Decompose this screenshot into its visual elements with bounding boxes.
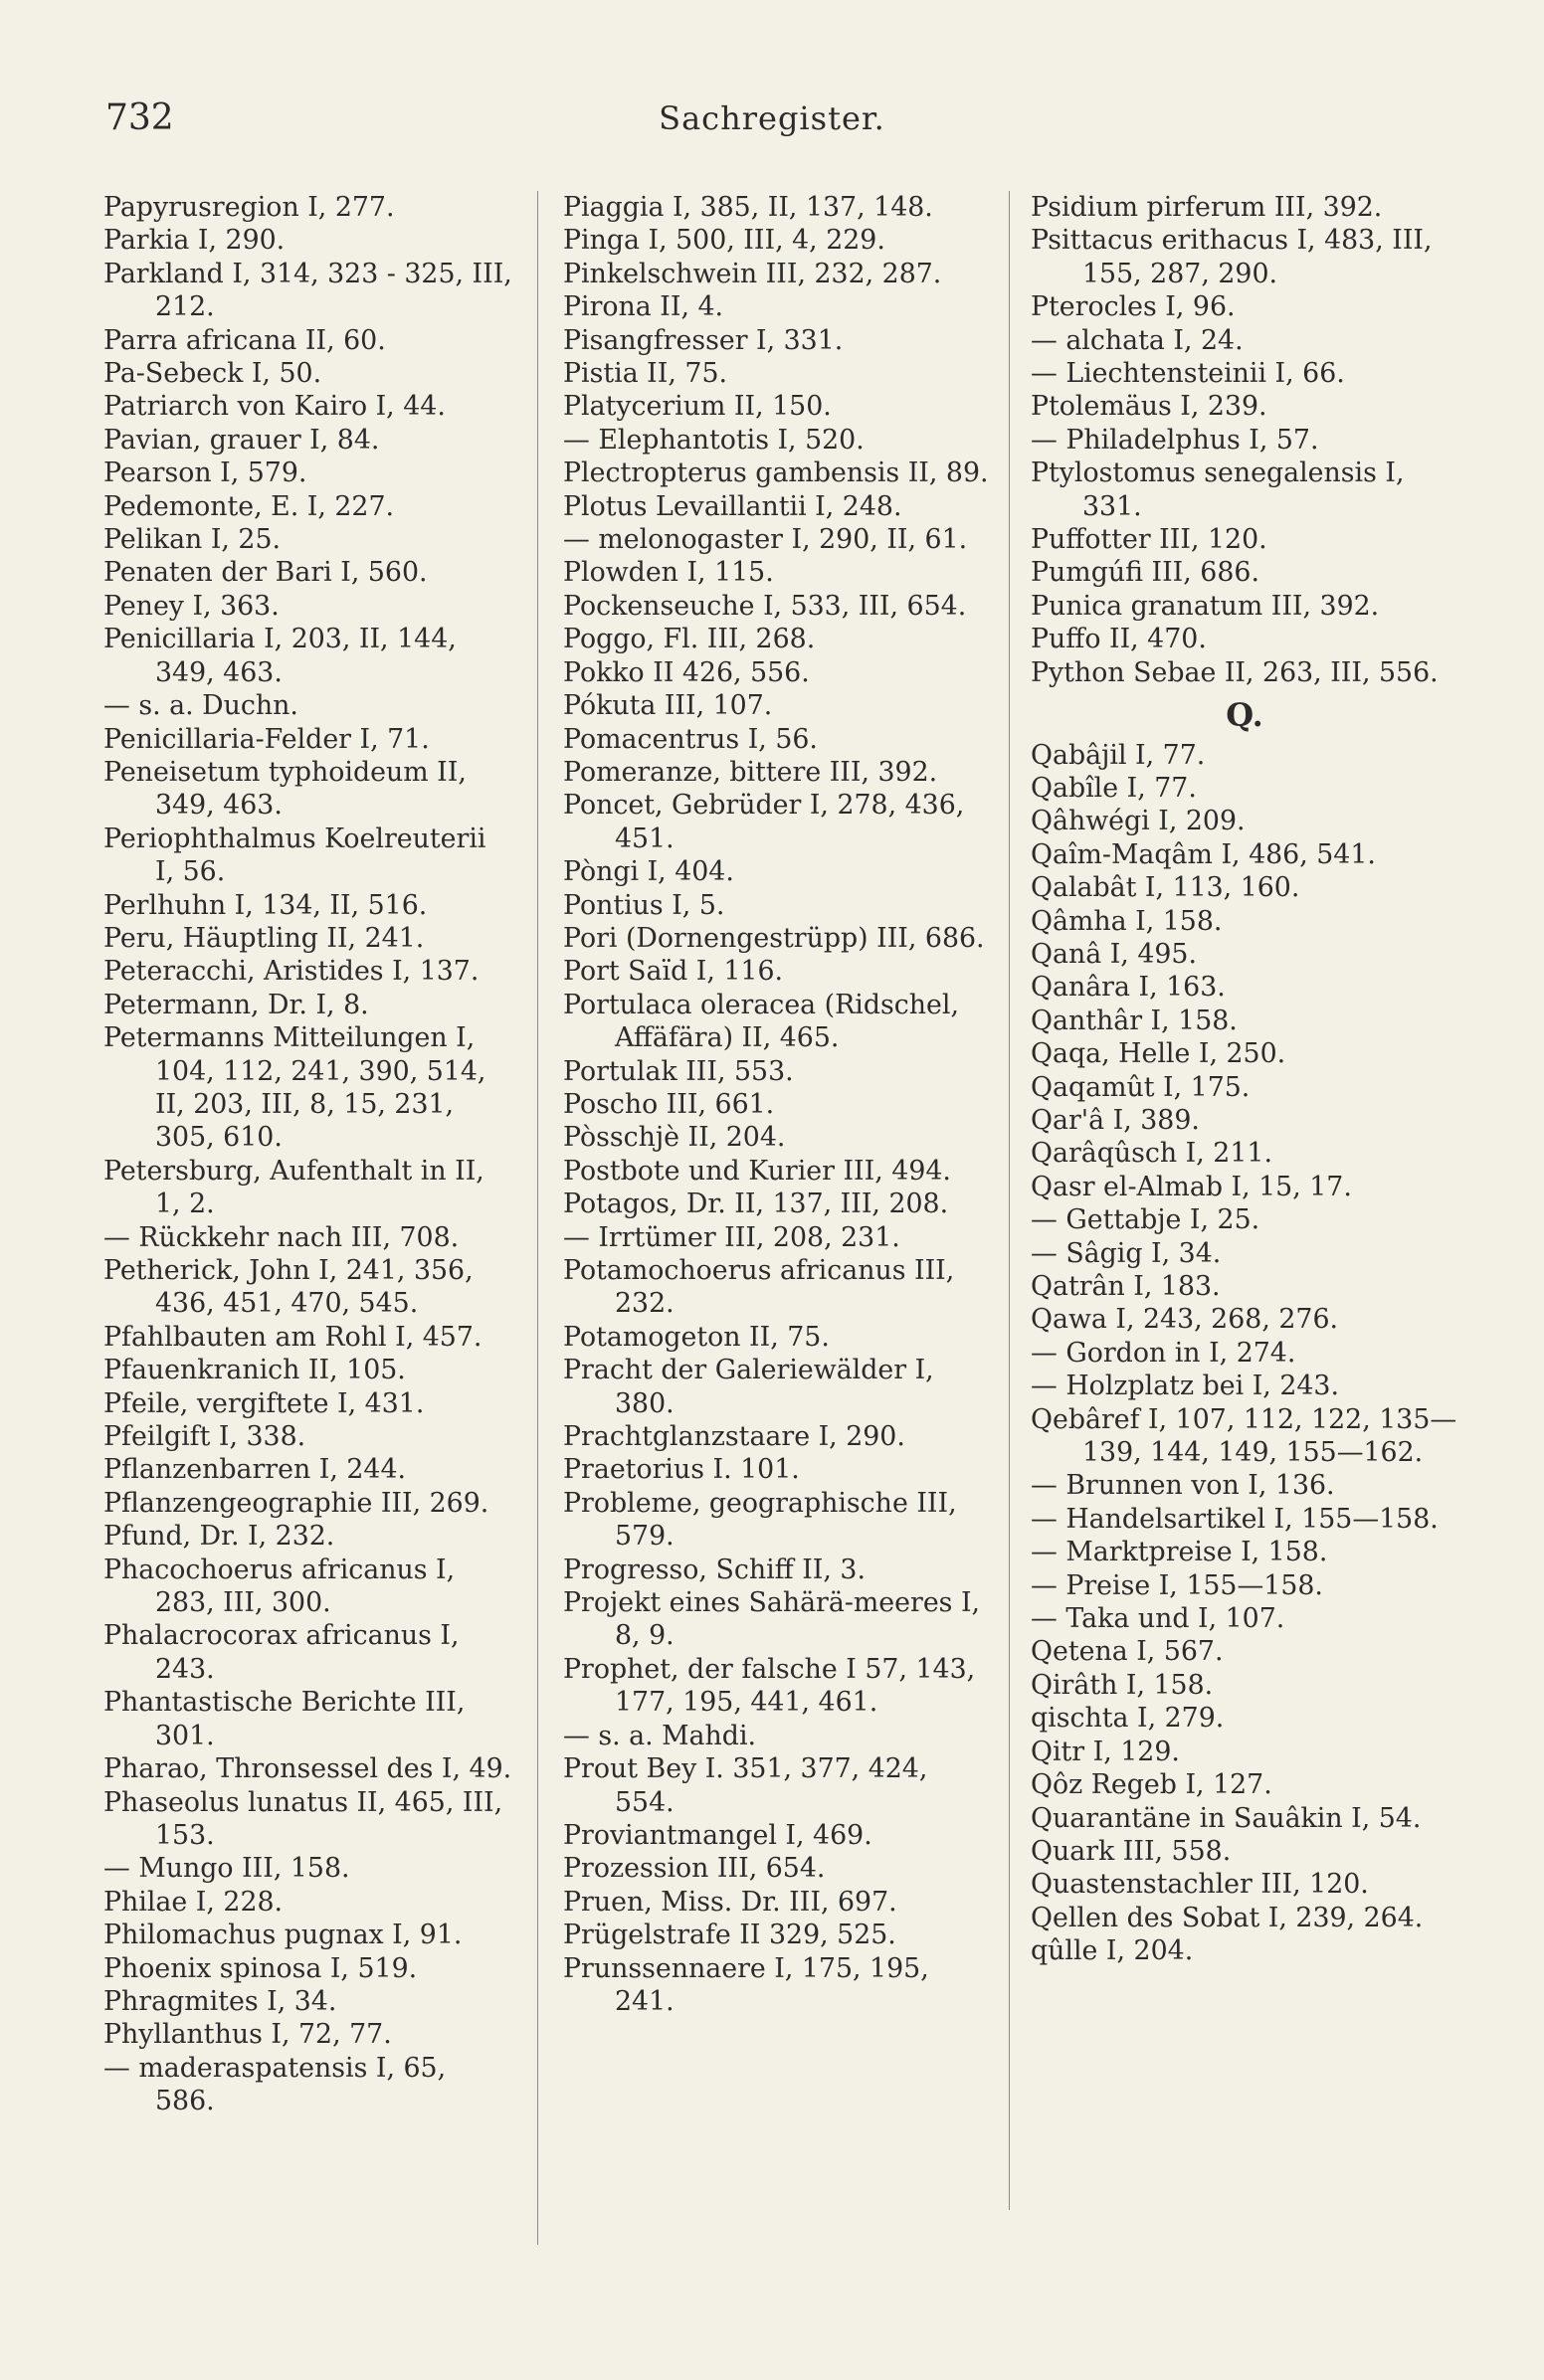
- index-entry: Psittacus erithacus I, 483, III, 155, 287, 290.: [1031, 225, 1433, 289]
- index-entry: Prügelstrafe II 329, 525.: [563, 1920, 896, 1951]
- index-entry: Pelikan I, 25.: [103, 524, 282, 556]
- index-column-3-bottom: [1031, 739, 1458, 1968]
- index-entry: — maderaspatensis I, 65, 586.: [103, 2052, 447, 2117]
- index-entry: Penicillaria I, 203, II, 144, 349, 463.: [103, 624, 457, 688]
- index-entry: Qirâth I, 158.: [1031, 1669, 1214, 1701]
- index-entry: Peteracchi, Aristides I, 137.: [103, 956, 480, 988]
- index-entry: Qarâqûsch I, 211.: [1031, 1138, 1272, 1170]
- index-entry: Quarantäne in Sauâkin I, 54.: [1031, 1802, 1422, 1834]
- index-entry: Portulak III, 553.: [563, 1055, 794, 1087]
- index-entry: Ptylostomus senegalensis I, 331.: [1031, 458, 1405, 522]
- index-entry: Pedemonte, E. I, 227.: [103, 490, 395, 522]
- index-entry: Qabîle I, 77.: [1031, 772, 1197, 804]
- index-entry: Pfeile, vergiftete I, 431.: [103, 1387, 425, 1419]
- page-number: 732: [105, 97, 174, 138]
- index-entry: qischta I, 279.: [1031, 1703, 1225, 1735]
- index-entry: Patriarch von Kairo I, 44.: [103, 391, 446, 423]
- index-entry: Piaggia I, 385, II, 137, 148.: [563, 192, 933, 223]
- index-entry: Proviantmangel I, 469.: [563, 1819, 872, 1851]
- index-entry: Phaseolus lunatus II, 465, III, 153.: [103, 1786, 503, 1851]
- index-entry: Qanthâr I, 158.: [1031, 1005, 1238, 1036]
- index-entry: Pa-Sebeck I, 50.: [103, 358, 322, 390]
- index-entry: Probleme, geographische III, 579.: [563, 1487, 957, 1553]
- index-entry: Qâmha I, 158.: [1031, 905, 1223, 937]
- index-entry: — s. a. Duchn.: [103, 690, 298, 722]
- index-entry: Poscho III, 661.: [563, 1088, 775, 1120]
- index-entry: Qatrân I, 183.: [1031, 1271, 1221, 1302]
- index-entry: — Gordon in I, 274.: [1031, 1337, 1296, 1369]
- index-entry: Qasr el-Almab I, 15, 17.: [1031, 1171, 1352, 1202]
- index-entry: Qaqa, Helle I, 250.: [1031, 1038, 1286, 1070]
- index-entry: — alchata I, 24.: [1031, 324, 1244, 356]
- index-entry: Qaîm-Maqâm I, 486, 541.: [1031, 838, 1376, 870]
- index-column-3-top: [1031, 191, 1458, 689]
- index-entry: Peru, Häuptling II, 241.: [103, 922, 425, 954]
- index-entry: Postbote und Kurier III, 494.: [563, 1155, 951, 1187]
- index-entry: Phantastische Berichte III, 301.: [103, 1687, 466, 1751]
- index-entry: Petersburg, Aufenthalt in II, 1, 2.: [103, 1155, 484, 1220]
- index-entry: Pfauenkranich II, 105.: [103, 1355, 406, 1386]
- index-entry: Pockenseuche I, 533, III, 654.: [563, 590, 967, 622]
- index-entry: — Elephantotis I, 520.: [563, 424, 865, 456]
- index-column-3: [1031, 191, 1458, 1968]
- index-entry: Qanâ I, 495.: [1031, 938, 1197, 970]
- index-entry: — Handelsartikel I, 155—158.: [1031, 1503, 1439, 1535]
- index-entry: Pókuta III, 107.: [563, 690, 773, 722]
- index-entry: Pfeilgift I, 338.: [103, 1421, 306, 1453]
- index-entry: Qar'â I, 389.: [1031, 1104, 1200, 1136]
- index-entry: Portulaca oleracea (Ridschel, Affäfära) II, 465.: [563, 989, 959, 1054]
- index-entry: — Mungo III, 158.: [103, 1853, 350, 1885]
- index-entry: Pumgúfi III, 686.: [1031, 557, 1259, 589]
- index-entry: Potagos, Dr. II, 137, III, 208.: [563, 1189, 949, 1220]
- index-column-1: [103, 191, 513, 2118]
- index-entry: Ptolemäus I, 239.: [1031, 391, 1267, 423]
- index-entry: Prachtglanzstaare I, 290.: [563, 1421, 905, 1453]
- index-entry: — Sâgig I, 34.: [1031, 1237, 1222, 1269]
- column-divider-1: [537, 191, 538, 2245]
- index-entry: Pavian, grauer I, 84.: [103, 424, 380, 456]
- index-entry: Platycerium II, 150.: [563, 391, 832, 423]
- index-entry: Quark III, 558.: [1031, 1835, 1232, 1867]
- index-entry: — Rückkehr nach III, 708.: [103, 1221, 460, 1253]
- index-entry: Peneisetum typhoideum II, 349, 463.: [103, 756, 467, 822]
- page-header: [0, 0, 1544, 159]
- index-entry: Qôz Regeb I, 127.: [1031, 1769, 1272, 1801]
- index-entry: — Taka und I, 107.: [1031, 1603, 1285, 1635]
- index-entry: Praetorius I. 101.: [563, 1454, 800, 1486]
- index-entry: Pflanzengeographie III, 269.: [103, 1487, 489, 1519]
- index-entry: Pflanzenbarren I, 244.: [103, 1454, 407, 1486]
- section-letter: Q.: [1226, 696, 1263, 735]
- index-entry: — s. a. Mahdi.: [563, 1720, 757, 1751]
- index-entry: — Preise I, 155—158.: [1031, 1569, 1323, 1601]
- index-entry: Qawa I, 243, 268, 276.: [1031, 1304, 1339, 1336]
- index-entry: Pisangfresser I, 331.: [563, 324, 844, 356]
- index-entry: — Irrtümer III, 208, 231.: [563, 1221, 900, 1253]
- index-entry: Punica granatum III, 392.: [1031, 590, 1380, 622]
- index-entry: Pontius I, 5.: [563, 889, 725, 921]
- index-entry: Potamochoerus africanus III, 232.: [563, 1255, 955, 1320]
- index-entry: Pinga I, 500, III, 4, 229.: [563, 225, 885, 257]
- index-entry: Phalacrocorax africanus I, 243.: [103, 1620, 460, 1685]
- index-entry: Prozession III, 654.: [563, 1853, 826, 1885]
- index-entry: Potamogeton II, 75.: [563, 1321, 830, 1353]
- index-entry: Phoenix spinosa I, 519.: [103, 1952, 418, 1984]
- index-entry: Pearson I, 579.: [103, 458, 307, 489]
- index-entry: Qâhwégi I, 209.: [1031, 806, 1246, 837]
- index-entry: Plotus Levaillantii I, 248.: [563, 490, 902, 522]
- index-entry: Perlhuhn I, 134, II, 516.: [103, 889, 428, 921]
- index-entry: Qellen des Sobat I, 239, 264.: [1031, 1902, 1424, 1933]
- index-entry: Pruen, Miss. Dr. III, 697.: [563, 1886, 897, 1918]
- index-entry: Python Sebae II, 263, III, 556.: [1031, 656, 1439, 688]
- index-entry: Port Saïd I, 116.: [563, 956, 784, 988]
- index-entry: — Liechtensteinii I, 66.: [1031, 358, 1345, 390]
- index-entry: Petherick, John I, 241, 356, 436, 451, 470, 545.: [103, 1255, 474, 1320]
- index-entry: Qanâra I, 163.: [1031, 972, 1226, 1004]
- index-entry: Pharao, Thronsessel des I, 49.: [103, 1753, 512, 1785]
- index-entry: Plowden I, 115.: [563, 557, 774, 589]
- index-entry: Petermann, Dr. I, 8.: [103, 989, 369, 1020]
- index-entry: Pomeranze, bittere III, 392.: [563, 756, 938, 788]
- index-entry: Poncet, Gebrüder I, 278, 436, 451.: [563, 790, 965, 854]
- index-entry: Prunssennaere I, 175, 195, 241.: [563, 1952, 929, 2017]
- index-entry: Penaten der Bari I, 560.: [103, 557, 428, 589]
- index-entry: — Holzplatz bei I, 243.: [1031, 1371, 1339, 1402]
- index-entry: Pfund, Dr. I, 232.: [103, 1521, 335, 1553]
- index-entry: Puffo II, 470.: [1031, 624, 1207, 655]
- index-entry: Pinkelschwein III, 232, 287.: [563, 258, 942, 289]
- index-entry: — melonogaster I, 290, II, 61.: [563, 524, 968, 556]
- index-entry: qûlle I, 204.: [1031, 1935, 1194, 1967]
- index-entry: Phragmites I, 34.: [103, 1985, 337, 2017]
- index-entry: Parra africana II, 60.: [103, 324, 386, 356]
- index-entry: Phacochoerus africanus I, 283, III, 300.: [103, 1554, 456, 1619]
- index-entry: Poggo, Fl. III, 268.: [563, 624, 816, 655]
- index-entry: Psidium pirferum III, 392.: [1031, 192, 1383, 223]
- index-entry: Pterocles I, 96.: [1031, 291, 1236, 323]
- column-divider-2: [1009, 191, 1010, 2210]
- running-title: Sachregister.: [659, 99, 885, 137]
- index-entry: Parkland I, 314, 323 - 325, III, 212.: [103, 258, 512, 323]
- index-entry: Progresso, Schiff II, 3.: [563, 1554, 866, 1585]
- index-entry: Projekt eines Sahärä-meeres I, 8, 9.: [563, 1587, 981, 1652]
- index-entry: Philomachus pugnax I, 91.: [103, 1920, 463, 1951]
- index-column-2: [563, 191, 989, 2018]
- index-entry: Pòsschjè II, 204.: [563, 1122, 786, 1154]
- index-entry: — Gettabje I, 25.: [1031, 1204, 1260, 1236]
- index-entry: Papyrusregion I, 277.: [103, 192, 395, 223]
- index-entry: Quastenstachler III, 120.: [1031, 1869, 1369, 1901]
- index-entry: Parkia I, 290.: [103, 225, 286, 257]
- index-entry: Philae I, 228.: [103, 1886, 284, 1918]
- index-entry: — Marktpreise I, 158.: [1031, 1537, 1328, 1568]
- index-entry: Petermanns Mitteilungen I, 104, 112, 241, 390, 514, II, 203, III, 8, 15, 231, 305, 610.: [103, 1022, 486, 1154]
- index-entry: Qabâjil I, 77.: [1031, 739, 1206, 771]
- index-entry: — Philadelphus I, 57.: [1031, 424, 1319, 456]
- index-entry: Qebâref I, 107, 112, 122, 135—139, 144, 149, 155—162.: [1031, 1403, 1457, 1469]
- index-entry: Qaqamût I, 175.: [1031, 1071, 1251, 1103]
- index-entry: Pfahlbauten am Rohl I, 457.: [103, 1321, 482, 1353]
- index-entry: Plectropterus gambensis II, 89.: [563, 458, 989, 489]
- index-entry: Pokko II 426, 556.: [563, 656, 810, 688]
- index-entry: Pori (Dornengestrüpp) III, 686.: [563, 922, 985, 954]
- index-entry: Pomacentrus I, 56.: [563, 723, 818, 755]
- index-entry: — Brunnen von I, 136.: [1031, 1470, 1335, 1502]
- index-entry: Phyllanthus I, 72, 77.: [103, 2019, 392, 2051]
- index-entry: Qalabât I, 113, 160.: [1031, 872, 1300, 904]
- index-entry: Pirona II, 4.: [563, 291, 724, 323]
- index-entry: Puffotter III, 120.: [1031, 524, 1267, 556]
- index-entry: Penicillaria-Felder I, 71.: [103, 723, 430, 755]
- index-entry: Pracht der Galeriewälder I, 380.: [563, 1355, 934, 1419]
- index-entry: Prout Bey I. 351, 377, 424, 554.: [563, 1753, 928, 1818]
- index-entry: Periophthalmus Koelreuterii I, 56.: [103, 823, 486, 888]
- index-entry: Pòngi I, 404.: [563, 856, 734, 888]
- index-entry: Qitr I, 129.: [1031, 1736, 1180, 1767]
- index-entry: Peney I, 363.: [103, 590, 280, 622]
- index-entry: Pistia II, 75.: [563, 358, 728, 390]
- index-entry: Qetena I, 567.: [1031, 1636, 1224, 1668]
- index-entry: Prophet, der falsche I 57, 143, 177, 195, 441, 461.: [563, 1653, 976, 1719]
